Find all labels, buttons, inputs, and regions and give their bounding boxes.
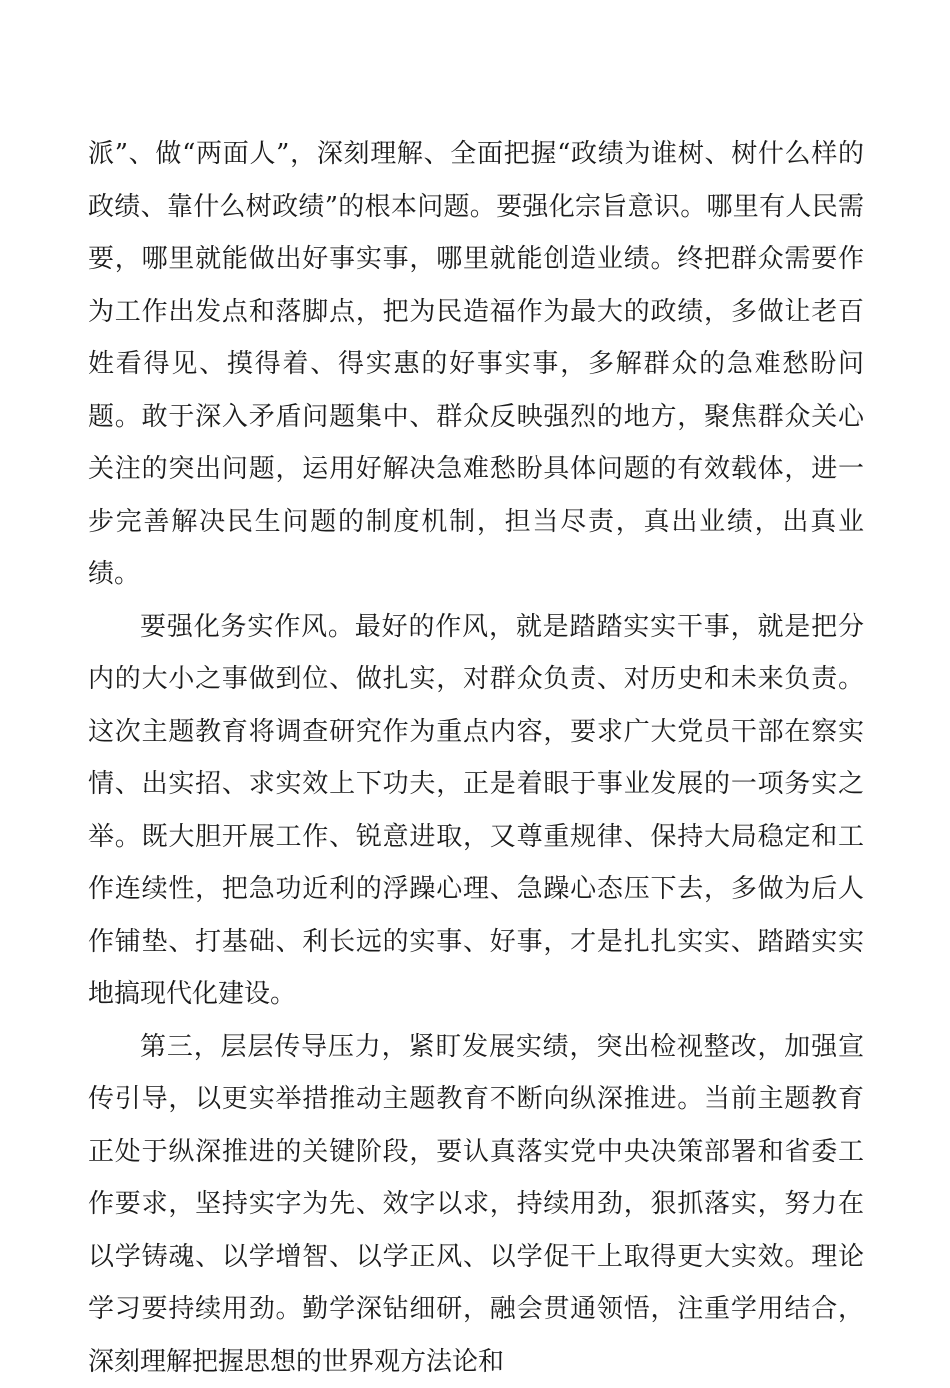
paragraph-3: 第三，层层传导压力，紧盯发展实绩，突出检视整改，加强宣传引导，以更实举措推动主题教育不断向纵深推进。当前主题教育正处于纵深推进的关键阶段，要认真落实党中央决策部署和省委工作要求，坚持实字为先、效字以求，持续用劲，狠抓落实，努力在以学铸魂、以学增智、以学正风、以学促干上取得更大实效。理论学习要持续用劲。勤学深钻细研，融会贯通领悟，注重学用结合，深刻理解把握思想的世界观方法论和: [88, 1021, 864, 1388]
paragraph-1: 派”、做“两面人”，深刻理解、全面把握“政绩为谁树、树什么样的政绩、靠什么树政绩”的根本问题。要强化宗旨意识。哪里有人民需要，哪里就能做出好事实事，哪里就能创造业绩。终把群众需要作为工作出发点和落脚点，把为民造福作为最大的政绩，多做让老百姓看得见、摸得着、得实惠的好事实事，多解群众的急难愁盼问题。敢于深入矛盾问题集中、群众反映强烈的地方，聚焦群众关心关注的突出问题，运用好解决急难愁盼具体问题的有效载体，进一步完善解决民生问题的制度机制，担当尽责，真出业绩，出真业绩。: [88, 128, 864, 601]
document-body: [88, 128, 864, 1388]
paragraph-2: 要强化务实作风。最好的作风，就是踏踏实实干事，就是把分内的大小之事做到位、做扎实，对群众负责、对历史和未来负责。这次主题教育将调查研究作为重点内容，要求广大党员干部在察实情、出实招、求实效上下功夫，正是着眼于事业发展的一项务实之举。既大胆开展工作、锐意进取，又尊重规律、保持大局稳定和工作连续性，把急功近利的浮躁心理、急躁心态压下去，多做为后人作铺垫、打基础、利长远的实事、好事，才是扎扎实实、踏踏实实地搞现代化建设。: [88, 601, 864, 1021]
